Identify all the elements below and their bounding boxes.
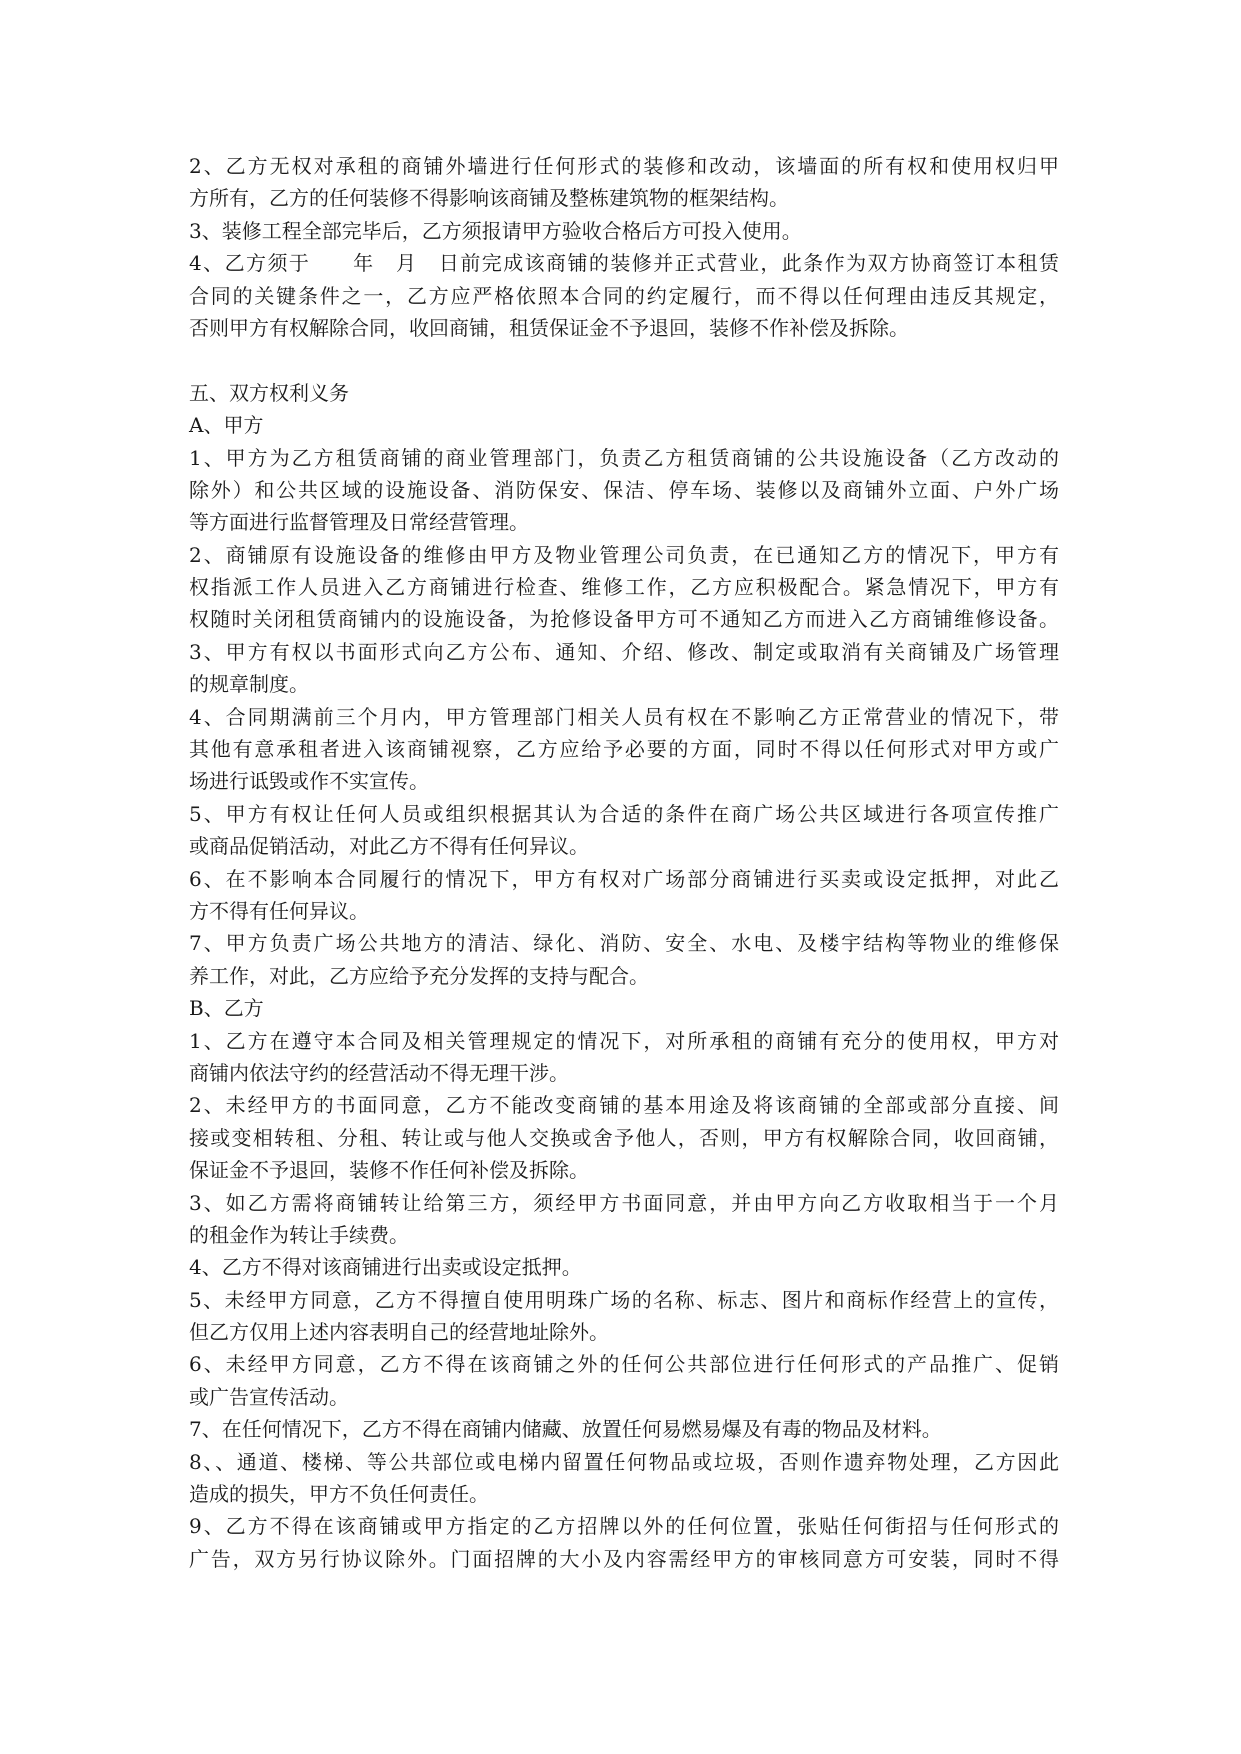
text-line: 4、合同期满前三个月内，甲方管理部门相关人员有权在不影响乙方正常营业的情况下，带: [189, 704, 1059, 729]
text-line: 4、乙方不得对该商铺进行出卖或设定抵押。: [189, 1255, 582, 1280]
text-line: 广告，双方另行协议除外。门面招牌的大小及内容需经甲方的审核同意方可安装，同时不得: [189, 1546, 1059, 1571]
text-line: 或商品促销活动，对此乙方不得有任何异议。: [189, 834, 589, 859]
text-line: 2、商铺原有设施设备的维修由甲方及物业管理公司负责，在已通知乙方的情况下，甲方有: [189, 542, 1059, 567]
text-line: 7、在任何情况下，乙方不得在商铺内储藏、放置任何易燃易爆及有毒的物品及材料。: [189, 1417, 942, 1442]
text-line: 4、乙方须于 年 月 日前完成该商铺的装修并正式营业，此条作为双方协商签订本租赁: [189, 251, 1059, 276]
text-line: 方不得有任何异议。: [189, 898, 369, 923]
text-line: 3、甲方有权以书面形式向乙方公布、通知、介绍、修改、制定或取消有关商铺及广场管理: [189, 639, 1059, 664]
text-line: 2、未经甲方的书面同意，乙方不能改变商铺的基本用途及将该商铺的全部或部分直接、间: [189, 1093, 1059, 1118]
text-line: 3、装修工程全部完毕后，乙方须报请甲方验收合格后方可投入使用。: [189, 218, 802, 243]
text-line: A、甲方: [189, 413, 264, 438]
text-line: 3、如乙方需将商铺转让给第三方，须经甲方书面同意，并由甲方向乙方收取相当于一个月: [189, 1190, 1059, 1215]
text-line: 5、未经甲方同意，乙方不得擅自使用明珠广场的名称、标志、图片和商标作经营上的宣传，: [189, 1287, 1059, 1312]
text-line: 6、在不影响本合同履行的情况下，甲方有权对广场部分商铺进行买卖或设定抵押，对此乙: [189, 866, 1059, 891]
text-line: 方所有，乙方的任何装修不得影响该商铺及整栋建筑物的框架结构。: [189, 186, 789, 211]
text-line: 否则甲方有权解除合同，收回商铺，租赁保证金不予退回，装修不作补偿及拆除。: [189, 315, 909, 340]
text-line: 接或变相转租、分租、转让或与他人交换或舍予他人，否则，甲方有权解除合同，收回商铺，: [189, 1125, 1059, 1150]
text-line: 9、乙方不得在该商铺或甲方指定的乙方招牌以外的任何位置，张贴任何街招与任何形式的: [189, 1514, 1059, 1539]
text-line: 商铺内依法守约的经营活动不得无理干涉。: [189, 1060, 569, 1085]
text-line: 造成的损失，甲方不负任何责任。: [189, 1482, 489, 1507]
text-line: 2、乙方无权对承租的商铺外墙进行任何形式的装修和改动，该墙面的所有权和使用权归甲: [189, 154, 1059, 178]
text-line: 1、乙方在遵守本合同及相关管理规定的情况下，对所承租的商铺有充分的使用权，甲方对: [189, 1028, 1059, 1053]
text-line: 五、双方权利义务: [189, 380, 349, 405]
text-line: B、乙方: [189, 996, 264, 1021]
text-line: 但乙方仅用上述内容表明自己的经营地址除外。: [189, 1320, 609, 1345]
text-line: 权指派工作人员进入乙方商铺进行检查、维修工作，乙方应积极配合。紧急情况下，甲方有: [189, 575, 1059, 600]
text-line: 合同的关键条件之一，乙方应严格依照本合同的约定履行，而不得以任何理由违反其规定，: [189, 283, 1059, 308]
text-line: 或广告宣传活动。: [189, 1384, 349, 1409]
text-line: 8、、通道、楼梯、等公共部位或电梯内留置任何物品或垃圾，否则作遗弃物处理，乙方因此: [189, 1449, 1059, 1474]
text-line: 5、甲方有权让任何人员或组织根据其认为合适的条件在商广场公共区域进行各项宣传推广: [189, 801, 1059, 826]
contract-text-body: [189, 150, 1059, 1575]
text-line: 的租金作为转让手续费。: [189, 1222, 409, 1247]
text-line: 其他有意承租者进入该商铺视察，乙方应给予必要的方面，同时不得以任何形式对甲方或广: [189, 737, 1059, 762]
text-line: 除外）和公共区域的设施设备、消防保安、保洁、停车场、装修以及商铺外立面、户外广场: [189, 477, 1059, 502]
text-line: 保证金不予退回，装修不作任何补偿及拆除。: [189, 1158, 589, 1183]
paragraph-gap: [189, 344, 1059, 376]
text-line: 1、甲方为乙方租赁商铺的商业管理部门，负责乙方租赁商铺的公共设施设备（乙方改动的: [189, 445, 1059, 470]
text-line: 养工作，对此，乙方应给予充分发挥的支持与配合。: [189, 963, 649, 988]
text-line: 6、未经甲方同意，乙方不得在该商铺之外的任何公共部位进行任何形式的产品推广、促销: [189, 1352, 1059, 1377]
text-line: 等方面进行监督管理及日常经营管理。: [189, 510, 529, 535]
text-line: 的规章制度。: [189, 672, 309, 697]
text-line: 7、甲方负责广场公共地方的清洁、绿化、消防、安全、水电、及楼宇结构等物业的维修保: [189, 931, 1059, 956]
text-line: 场进行诋毁或作不实宣传。: [189, 769, 429, 794]
text-line: 权随时关闭租赁商铺内的设施设备，为抢修设备甲方可不通知乙方而进入乙方商铺维修设备。: [189, 607, 1059, 632]
